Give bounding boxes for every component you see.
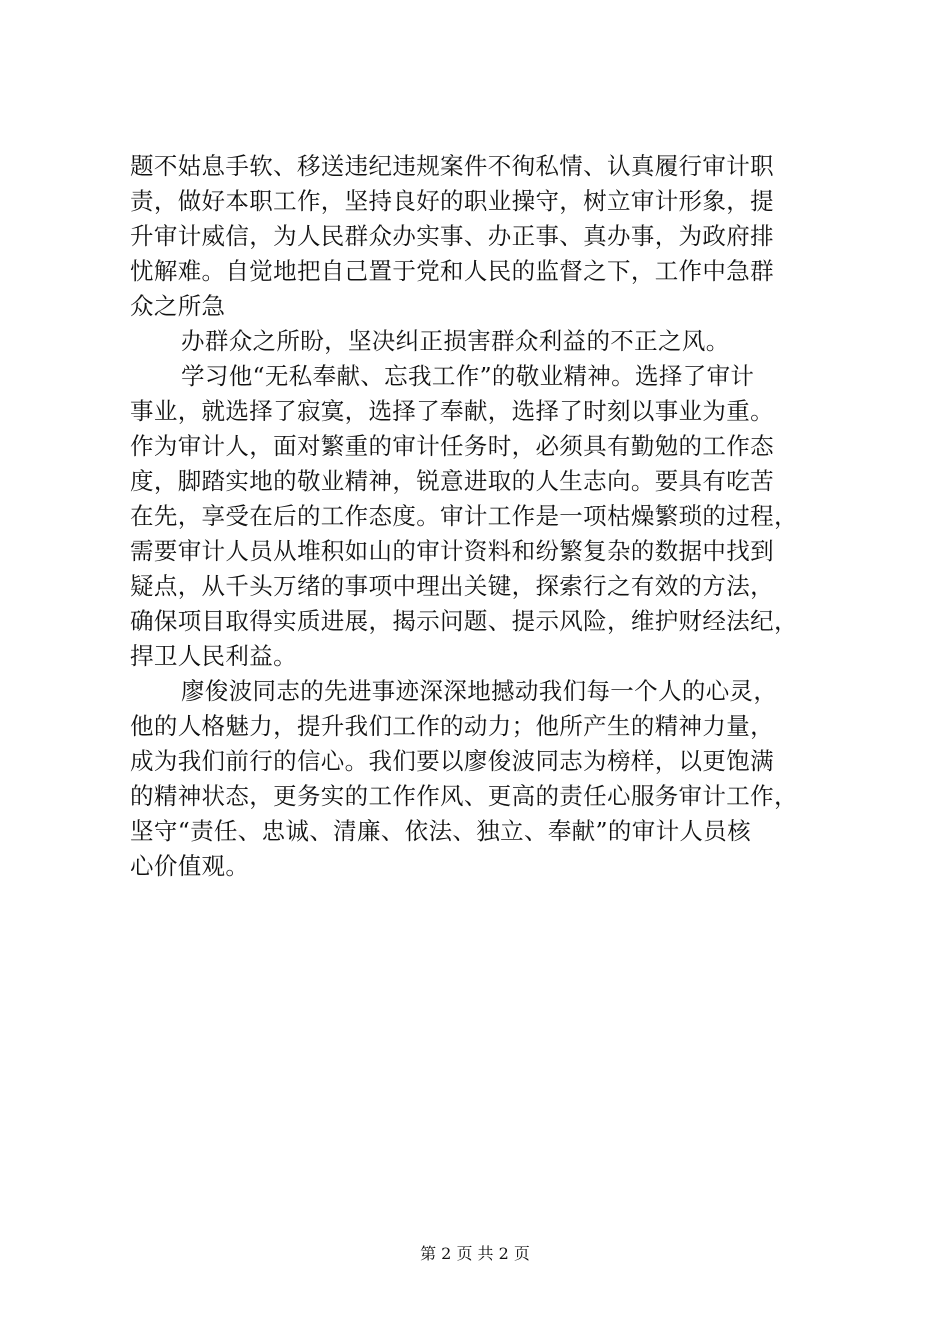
text-line: 捍卫人民利益。 <box>130 642 297 670</box>
text-line: 需要审计人员从堆积如山的审计资料和纷繁复杂的数据中找到 <box>130 537 774 565</box>
text-line: 事业，就选择了寂寞，选择了奉献，选择了时刻以事业为重。 <box>130 397 774 425</box>
text-line: 确保项目取得实质进展，揭示问题、提示风险，维护财经法纪， <box>130 607 798 635</box>
text-line: 在先，享受在后的工作态度。审计工作是一项枯燥繁琐的过程， <box>130 502 798 530</box>
text-line: 度，脚踏实地的敬业精神，锐意进取的人生志向。要具有吃苦 <box>130 467 774 495</box>
text-line: 的精神状态，更务实的工作作风、更高的责任心服务审计工作， <box>130 782 798 810</box>
text-line: 忧解难。自觉地把自己置于党和人民的监督之下，工作中急群 <box>130 257 774 285</box>
page-number-footer: 第 2 页 共 2 页 <box>420 1244 530 1263</box>
text-line: 升审计威信，为人民群众办实事、办正事、真办事，为政府排 <box>130 222 774 250</box>
text-line: 疑点，从千头万绪的事项中理出关键，探索行之有效的方法， <box>130 572 774 600</box>
paragraph-start-line: 学习他“无私奉献、忘我工作”的敬业精神。选择了审计 <box>181 362 755 390</box>
text-line: 作为审计人，面对繁重的审计任务时，必须具有勤勉的工作态 <box>130 432 774 460</box>
text-line: 众之所急 <box>130 292 226 320</box>
text-line: 责，做好本职工作，坚持良好的职业操守，树立审计形象，提 <box>130 187 774 215</box>
document-body <box>130 149 830 884</box>
text-line: 他的人格魅力，提升我们工作的动力；他所产生的精神力量， <box>130 712 774 740</box>
paragraph-start-line: 办群众之所盼，坚决纠正损害群众利益的不正之风。 <box>181 327 730 355</box>
text-line: 题不姑息手软、移送违纪违规案件不徇私情、认真履行审计职 <box>130 152 774 180</box>
text-line: 坚守“责任、忠诚、清廉、依法、独立、奉献”的审计人员核 <box>130 817 751 845</box>
text-line: 成为我们前行的信心。我们要以廖俊波同志为榜样，以更饱满 <box>130 747 774 775</box>
text-line: 心价值观。 <box>130 852 250 880</box>
paragraph-start-line: 廖俊波同志的先进事迹深深地撼动我们每一个人的心灵， <box>181 677 778 705</box>
